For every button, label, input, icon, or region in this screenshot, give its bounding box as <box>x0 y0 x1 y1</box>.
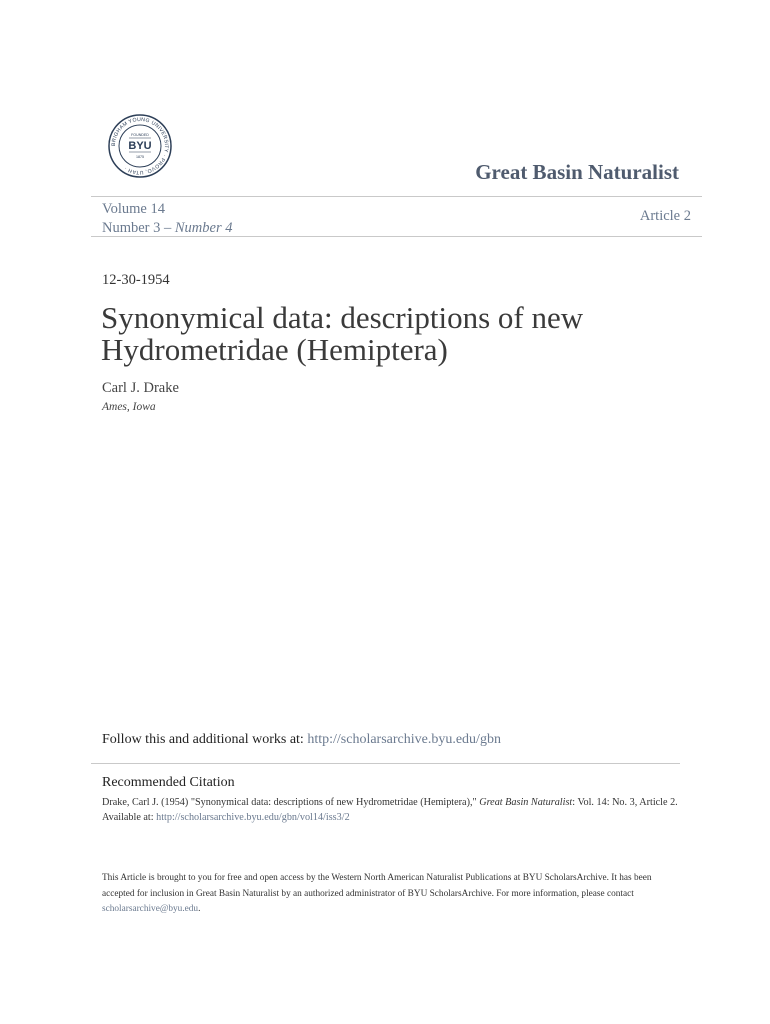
recommended-citation-heading: Recommended Citation <box>102 775 235 790</box>
seal-founded-text: FOUNDED <box>131 133 149 137</box>
publication-date: 12-30-1954 <box>102 272 170 288</box>
citation-text-before: Drake, Carl J. (1954) "Synonymical data: descriptions of new Hydrometridae (Hemiptera)," <box>102 797 480 808</box>
available-at-link[interactable]: http://scholarsarchive.byu.edu/gbn/vol14/iss3/2 <box>156 811 350 823</box>
access-notice-end: . <box>198 904 201 914</box>
volume-info <box>102 200 233 237</box>
follow-label: Follow this and additional works at: <box>102 732 308 747</box>
seal-graphic <box>108 114 172 178</box>
access-notice-text: This Article is brought to you for free and open access by the Western North American Naturalist Publications at BYU ScholarsArchive. It has been accepted for inclusion in Great Basin Naturalist by an authorized administrator of BYU ScholarsArchive. For more information, please contact <box>102 873 652 899</box>
author-name: Carl J. Drake <box>102 380 179 396</box>
header-top-rule <box>91 196 702 197</box>
article-number-link[interactable]: Article 2 <box>639 208 691 224</box>
follow-line <box>102 732 501 748</box>
header-bottom-rule <box>91 236 702 237</box>
follow-url-link[interactable]: http://scholarsarchive.byu.edu/gbn <box>307 732 501 747</box>
contact-email-link[interactable]: scholarsarchive@byu.edu <box>102 904 199 914</box>
author-affiliation: Ames, Iowa <box>102 401 156 413</box>
citation-text-after: : Vol. 14: No. 3, Article 2. <box>572 797 678 808</box>
article-title: Synonymical data: descriptions of new Hydrometridae (Hemiptera) <box>101 300 584 367</box>
journal-title-link[interactable]: Great Basin Naturalist <box>475 160 679 184</box>
volume-link[interactable]: Volume 14 <box>102 201 165 217</box>
access-notice <box>102 871 682 918</box>
seal-year-text: 1875 <box>136 155 144 159</box>
seal-center-text: BYU <box>128 140 152 152</box>
citation-block <box>102 796 682 825</box>
issue-number-italic: Number 4 <box>174 220 233 236</box>
seal-ring-text: BRIGHAM YOUNG UNIVERSITY · PROVO, UTAH · <box>110 116 170 176</box>
citation-rule <box>91 763 680 764</box>
available-at-label: Available at: <box>102 811 157 823</box>
citation-journal: Great Basin Naturalist <box>479 797 573 808</box>
byu-seal-logo <box>108 114 172 178</box>
issue-number-link[interactable] <box>102 219 233 237</box>
issue-number-prefix: Number 3 – <box>102 220 175 236</box>
